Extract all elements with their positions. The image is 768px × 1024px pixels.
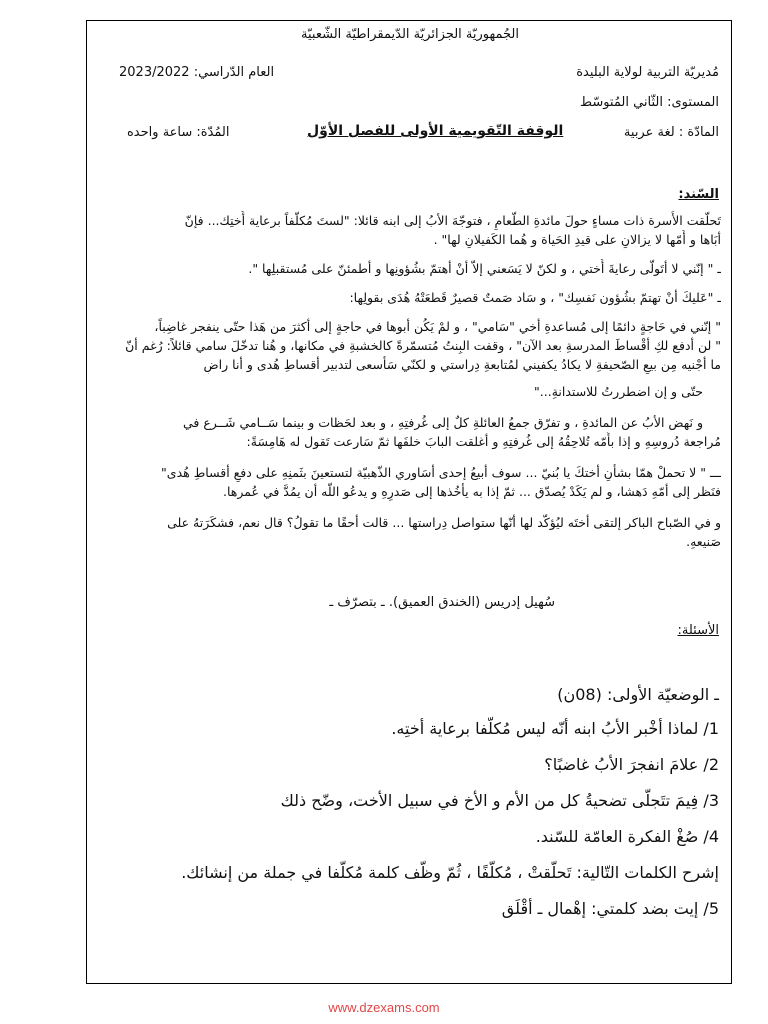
question-2: 2/ علامَ انفجرَ الأبُ غاضبًا؟ xyxy=(544,755,719,774)
passage-line: " إنّني في حَاجةٍ دائمًا إلى مُساعدةِ أخي "سَامي" ، و لمْ يَكُن أبوها في حاجةٍ إلى أكثرَ من هَذا حتّى ينفجر غاضِباً، xyxy=(154,319,721,334)
passage-line: ـــ " لا تحملْ همّا بشأنِ أختكَ يا بُنيّ ... سوف أبيعُ إحدى أسَاوري الذّهبيّة لتستعينَ بثَمنِهِ على دفعِ أقساطِ هُدى" xyxy=(161,465,721,480)
question-5: 5/ إيت بضد كلمتي: إهْمال ـ أقْلَق xyxy=(501,899,719,918)
passage-line: و نَهض الأبُ عن المائدةِ ، و تفرّق جمعُ العائلةِ كلٌ إلى غُرفتِهِ ، و بعد لحَظات و بينما سَــامي شَــرع في xyxy=(182,415,703,430)
level-label: المستوى: الثّاني المُتوسّط xyxy=(579,95,719,110)
exam-title: الوقفة التّقويمية الأولى للفصل الأوّل xyxy=(307,123,564,139)
exam-page-frame xyxy=(86,20,732,984)
passage-source: سُهيل إدريس (الخندق العميق). ـ بتصرّف ـ xyxy=(329,595,555,610)
questions-heading: الأسئلة: xyxy=(677,623,719,638)
reading-passage xyxy=(91,211,721,551)
situation-heading xyxy=(557,685,719,704)
question-3: 3/ فِيمَ تتَجلّى تضحيةُ كل من الأم و الأخ في سبيل الأخت، وضّح ذلك xyxy=(280,791,719,810)
passage-line: و في الصّباح الباكر إلتقى أختَه ليُؤكّد لها أنّها ستواصل دِراستها ... قالت أحقًا ما تقولُ؟ قال نعم، فشكَرَتهُ على xyxy=(167,515,721,530)
question-1: 1/ لماذا أخْبر الأبُ ابنه أنّه ليس مُكلّفا برعاية أختِه. xyxy=(391,719,719,738)
text-heading: السّند: xyxy=(678,187,719,202)
passage-line: " لن أدفع لكِ أقْساطَ المدرسةِ بعد الآن" ، وقفت البِنتُ مُتسمّرةً كالخشبةِ في مكانها، و هُنا تدخّلَ سامي قائلاً: رُغم أنّ xyxy=(125,338,721,353)
question-vocabulary: إشرح الكلمات التّالية: تَحلّقتْ ، مُكلّفًا ، ثُمّ وظّف كلمة مُكلّفا في جملة من إنشائك. xyxy=(181,863,719,882)
passage-line: تَحلّقت الأُسرة ذات مساءٍ حولَ مائدةِ الطّعامِ ، فتوجّهَ الأبُ إلى ابنه قائلا: "لستَ مُكلّفاً برعاية أُختِك... فإنّ xyxy=(184,213,721,228)
passage-line: مُراجعة دُروسِهِ و إذا بأُمّه تُلاحِقُهُ إلى غُرفتِهِ و أغلقت البابَ خلفَها ثمّ سَارعت تَقول له هَامِسَةً: xyxy=(246,434,721,449)
subject-label: المادّة : لغة عربية xyxy=(623,125,719,140)
directorate-label: مُديريّة التربية لولاية البليدة xyxy=(576,65,719,80)
passage-line: ما أجْنيه مِن بيعِ الصّحيفةِ لا يكادُ يكفيني لمُتابعةِ دِراستي و لكنّي سَأسعى لتدبير أقساطِ هُدى و أنا راضٍ xyxy=(203,357,721,372)
school-year-label: العام الدّراسي: 2023/2022 xyxy=(119,65,275,80)
passage-line: صَنيعهِ. xyxy=(686,534,721,549)
republic-header: الجُمهوريّة الجزائريّة الدّيمقراطيّة الشّعبيّة xyxy=(301,27,519,42)
passage-line: حتّى و إن اضطررتُ للاستدانةِ..." xyxy=(534,384,703,399)
passage-line: ـ "عَليكَ أنْ تهتمّ بشُؤون نَفسِك" ، و سَاد صَمتٌ قصيرٌ قَطعَتْهُ هُدَى بقولِها: xyxy=(349,290,721,305)
site-watermark: www.dzexams.com xyxy=(328,1000,440,1015)
passage-line: أبَاها و أُمّها لا يزالانِ على قيدِ الحَياة و هُما الكَفيلانِ لها" . xyxy=(433,232,721,247)
duration-label: المُدّة: ساعة واحده xyxy=(127,125,230,140)
question-4: 4/ صُغْ الفكرة العامّة للسّند. xyxy=(535,827,719,846)
passage-line: فنَظر إلى أمّهِ دَهشا، و لم يَكَدْ يُصدّق ... ثمّ إذا به يأخُذها إلى صَدرِهِ و يدعُو اللّه أن يمُدَّ في عُمرها. xyxy=(223,484,721,499)
passage-line: ـ " إنّني لا أتَولّى رعايةَ أُختي ، و لكنّ لا يَسَعني إلاّ أنْ أهتمّ بشُؤونِها و أطمئنّ على مُستقبلِها ". xyxy=(248,261,721,276)
situation-title: ـ الوضعيّة الأولى: (08ن) xyxy=(557,685,719,704)
